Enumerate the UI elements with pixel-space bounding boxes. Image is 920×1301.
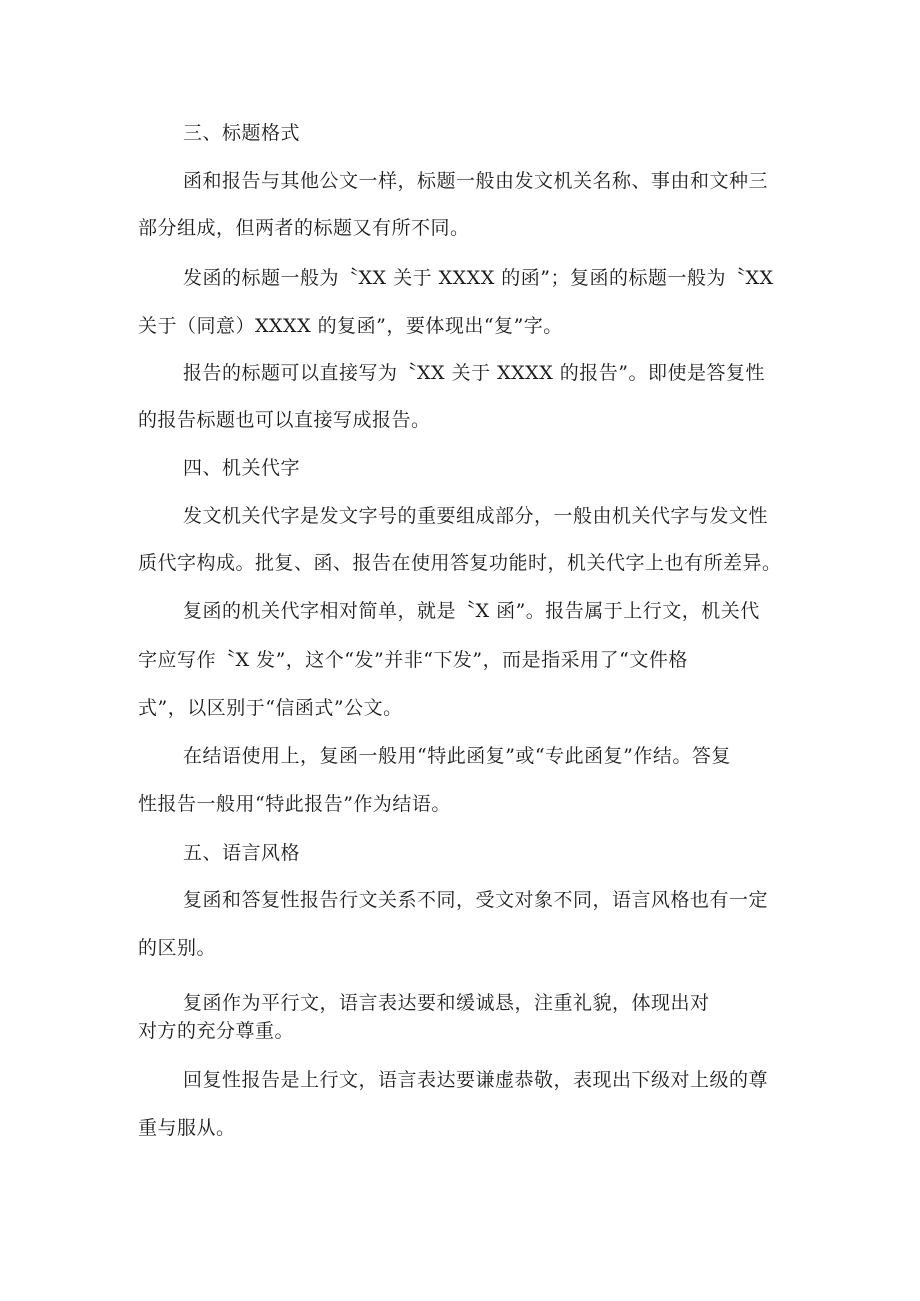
paragraph-line: 在结语使用上，复函一般用“特此函复”或“专此函复”作结。答复 — [183, 745, 731, 767]
paragraph-line: 的区别。 — [138, 937, 217, 959]
paragraph-line: 回复性报告是上行文，语言表达要谦虚恭敬，表现出下级对上级的尊 — [183, 1069, 769, 1091]
paragraph-line: 函和报告与其他公文一样，标题一般由发文机关名称、事由和文种三 — [183, 170, 769, 192]
paragraph-line: 关于（同意）XXXX 的复函”，要体现出“复”字。 — [138, 315, 563, 337]
paragraph-line: 对方的充分尊重。 — [138, 1020, 295, 1042]
section-heading: 五、语言风格 — [183, 842, 301, 864]
paragraph-line: 部分组成，但两者的标题又有所不同。 — [138, 217, 470, 239]
paragraph-line: 复函和答复性报告行文关系不同，受文对象不同，语言风格也有一定 — [183, 889, 769, 911]
section-heading: 四、机关代字 — [183, 457, 301, 479]
paragraph-line: 的报告标题也可以直接写成报告。 — [138, 409, 431, 431]
paragraph-line: 重与服从。 — [138, 1117, 236, 1139]
paragraph-line: 复函的机关代字相对简单，就是〝X 函”。报告属于上行文，机关代 — [183, 600, 760, 622]
paragraph-line: 式”，以区别于“信函式”公文。 — [138, 697, 403, 719]
paragraph-line: 质代字构成。批复、函、报告在使用答复功能时，机关代字上也有所差异。 — [138, 552, 782, 574]
paragraph-line: 性报告一般用“特此报告”作为结语。 — [138, 793, 451, 815]
paragraph-line: 发函的标题一般为〝XX 关于 XXXX 的函”；复函的标题一般为〝XX — [183, 267, 774, 289]
paragraph-line: 发文机关代字是发文字号的重要组成部分，一般由机关代字与发文性 — [183, 505, 769, 527]
paragraph-line: 复函作为平行文，语言表达要和缓诚恳，注重礼貌，体现出对 — [183, 992, 710, 1014]
paragraph-line: 字应写作〝X 发”，这个“发”并非“下发”，而是指采用了“文件格 — [138, 649, 688, 671]
section-heading: 三、标题格式 — [183, 122, 301, 144]
paragraph-line: 报告的标题可以直接写为〝XX 关于 XXXX 的报告”。即使是答复性 — [183, 362, 765, 384]
